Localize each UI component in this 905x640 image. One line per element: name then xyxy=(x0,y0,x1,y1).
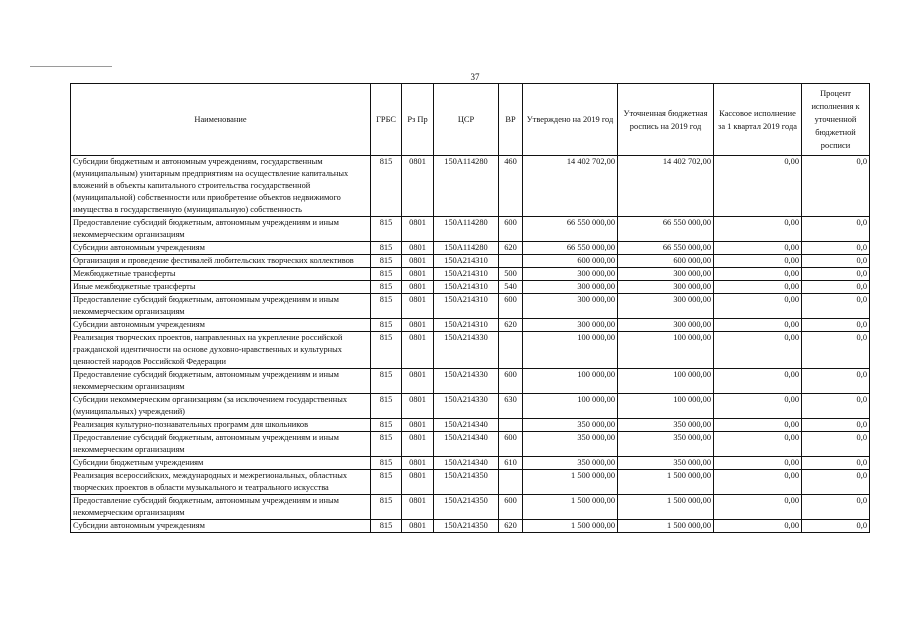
cell-percent: 0,0 xyxy=(802,242,870,255)
cell-vr: 500 xyxy=(499,268,523,281)
cell-grbs: 815 xyxy=(371,369,402,394)
cell-vr: 600 xyxy=(499,217,523,242)
cell-percent: 0,0 xyxy=(802,419,870,432)
cell-vr: 540 xyxy=(499,281,523,294)
cell-grbs: 815 xyxy=(371,495,402,520)
cell-approved: 350 000,00 xyxy=(523,419,618,432)
table-row xyxy=(71,432,870,457)
cell-rzpr: 0801 xyxy=(402,457,434,470)
cell-refined: 1 500 000,00 xyxy=(618,520,714,533)
cell-csr: 150A214310 xyxy=(434,319,499,332)
cell-csr: 150A214310 xyxy=(434,294,499,319)
cell-approved: 100 000,00 xyxy=(523,369,618,394)
cell-grbs: 815 xyxy=(371,255,402,268)
cell-approved: 600 000,00 xyxy=(523,255,618,268)
cell-name: Реализация культурно-познавательных программ для школьников xyxy=(71,419,371,432)
cell-cash: 0,00 xyxy=(714,217,802,242)
cell-approved: 1 500 000,00 xyxy=(523,520,618,533)
cell-refined: 300 000,00 xyxy=(618,294,714,319)
cell-vr xyxy=(499,470,523,495)
cell-refined: 100 000,00 xyxy=(618,394,714,419)
cell-cash: 0,00 xyxy=(714,319,802,332)
cell-csr: 150A114280 xyxy=(434,217,499,242)
cell-approved: 300 000,00 xyxy=(523,294,618,319)
cell-grbs: 815 xyxy=(371,294,402,319)
cell-grbs: 815 xyxy=(371,156,402,217)
cell-cash: 0,00 xyxy=(714,294,802,319)
table-row xyxy=(71,294,870,319)
header-rule xyxy=(30,66,112,67)
cell-percent: 0,0 xyxy=(802,394,870,419)
table-row xyxy=(71,319,870,332)
cell-name: Субсидии автономным учреждениям xyxy=(71,319,371,332)
cell-percent: 0,0 xyxy=(802,281,870,294)
column-header-name: Наименование xyxy=(71,84,371,156)
table-row xyxy=(71,268,870,281)
cell-name: Предоставление субсидий бюджетным, автономным учреждениям и иным некоммерческим организациям xyxy=(71,294,371,319)
cell-grbs: 815 xyxy=(371,268,402,281)
table-row xyxy=(71,419,870,432)
cell-percent: 0,0 xyxy=(802,470,870,495)
cell-approved: 350 000,00 xyxy=(523,432,618,457)
cell-approved: 300 000,00 xyxy=(523,281,618,294)
cell-vr: 600 xyxy=(499,495,523,520)
cell-percent: 0,0 xyxy=(802,217,870,242)
cell-rzpr: 0801 xyxy=(402,268,434,281)
cell-refined: 600 000,00 xyxy=(618,255,714,268)
cell-percent: 0,0 xyxy=(802,255,870,268)
column-header-cash: Кассовое исполнение за 1 квартал 2019 года xyxy=(714,84,802,156)
cell-percent: 0,0 xyxy=(802,332,870,369)
cell-name: Субсидии автономным учреждениям xyxy=(71,520,371,533)
cell-rzpr: 0801 xyxy=(402,217,434,242)
cell-cash: 0,00 xyxy=(714,495,802,520)
cell-csr: 150A214310 xyxy=(434,281,499,294)
budget-table xyxy=(70,83,870,533)
cell-rzpr: 0801 xyxy=(402,319,434,332)
cell-csr: 150A214340 xyxy=(434,432,499,457)
column-header-percent: Процент исполнения к уточненной бюджетной росписи xyxy=(802,84,870,156)
table-row xyxy=(71,281,870,294)
cell-vr: 620 xyxy=(499,319,523,332)
cell-refined: 1 500 000,00 xyxy=(618,495,714,520)
cell-refined: 100 000,00 xyxy=(618,369,714,394)
cell-percent: 0,0 xyxy=(802,369,870,394)
cell-rzpr: 0801 xyxy=(402,470,434,495)
cell-grbs: 815 xyxy=(371,470,402,495)
cell-percent: 0,0 xyxy=(802,520,870,533)
cell-percent: 0,0 xyxy=(802,319,870,332)
cell-csr: 150A114280 xyxy=(434,242,499,255)
cell-approved: 1 500 000,00 xyxy=(523,495,618,520)
cell-grbs: 815 xyxy=(371,217,402,242)
cell-name: Организация и проведение фестивалей любительских творческих коллективов xyxy=(71,255,371,268)
table-row xyxy=(71,242,870,255)
cell-name: Субсидии некоммерческим организациям (за исключением государственных (муниципальных) учреждений) xyxy=(71,394,371,419)
cell-csr: 150A214350 xyxy=(434,495,499,520)
cell-grbs: 815 xyxy=(371,394,402,419)
cell-rzpr: 0801 xyxy=(402,242,434,255)
cell-vr: 600 xyxy=(499,369,523,394)
cell-rzpr: 0801 xyxy=(402,520,434,533)
cell-name: Субсидии автономным учреждениям xyxy=(71,242,371,255)
cell-cash: 0,00 xyxy=(714,457,802,470)
cell-name: Реализация творческих проектов, направленных на укрепление российской гражданской идентичности на основе духовно-нравственных и культурных ценностей народов Российской Федерации xyxy=(71,332,371,369)
cell-approved: 300 000,00 xyxy=(523,319,618,332)
cell-approved: 1 500 000,00 xyxy=(523,470,618,495)
cell-approved: 66 550 000,00 xyxy=(523,242,618,255)
cell-refined: 300 000,00 xyxy=(618,281,714,294)
cell-approved: 350 000,00 xyxy=(523,457,618,470)
cell-grbs: 815 xyxy=(371,332,402,369)
cell-rzpr: 0801 xyxy=(402,156,434,217)
cell-refined: 350 000,00 xyxy=(618,432,714,457)
cell-refined: 300 000,00 xyxy=(618,319,714,332)
cell-approved: 300 000,00 xyxy=(523,268,618,281)
cell-grbs: 815 xyxy=(371,520,402,533)
cell-rzpr: 0801 xyxy=(402,294,434,319)
cell-approved: 66 550 000,00 xyxy=(523,217,618,242)
table-row xyxy=(71,332,870,369)
cell-rzpr: 0801 xyxy=(402,419,434,432)
cell-vr: 460 xyxy=(499,156,523,217)
cell-name: Иные межбюджетные трансферты xyxy=(71,281,371,294)
page-number: 37 xyxy=(470,72,480,82)
cell-cash: 0,00 xyxy=(714,419,802,432)
cell-csr: 150A214310 xyxy=(434,255,499,268)
cell-refined: 66 550 000,00 xyxy=(618,242,714,255)
cell-refined: 100 000,00 xyxy=(618,332,714,369)
table-row xyxy=(71,470,870,495)
cell-csr: 150A114280 xyxy=(434,156,499,217)
cell-name: Межбюджетные трансферты xyxy=(71,268,371,281)
cell-vr: 620 xyxy=(499,242,523,255)
cell-name: Предоставление субсидий бюджетным, автономным учреждениям и иным некоммерческим организациям xyxy=(71,369,371,394)
column-header-csr: ЦСР xyxy=(434,84,499,156)
cell-name: Предоставление субсидий бюджетным, автономным учреждениям и иным некоммерческим организациям xyxy=(71,495,371,520)
table-row xyxy=(71,520,870,533)
cell-csr: 150A214340 xyxy=(434,419,499,432)
cell-cash: 0,00 xyxy=(714,332,802,369)
cell-rzpr: 0801 xyxy=(402,281,434,294)
cell-cash: 0,00 xyxy=(714,268,802,281)
cell-percent: 0,0 xyxy=(802,457,870,470)
cell-cash: 0,00 xyxy=(714,156,802,217)
cell-grbs: 815 xyxy=(371,419,402,432)
cell-rzpr: 0801 xyxy=(402,369,434,394)
cell-name: Реализация всероссийских, международных и межрегиональных, областных творческих проектов в области музыкального и театрального искусства xyxy=(71,470,371,495)
cell-cash: 0,00 xyxy=(714,369,802,394)
cell-refined: 14 402 702,00 xyxy=(618,156,714,217)
cell-grbs: 815 xyxy=(371,281,402,294)
cell-csr: 150A214340 xyxy=(434,457,499,470)
cell-refined: 350 000,00 xyxy=(618,457,714,470)
cell-rzpr: 0801 xyxy=(402,255,434,268)
cell-csr: 150A214350 xyxy=(434,520,499,533)
cell-name: Субсидии бюджетным учреждениям xyxy=(71,457,371,470)
table-row xyxy=(71,217,870,242)
cell-vr xyxy=(499,255,523,268)
cell-csr: 150A214330 xyxy=(434,394,499,419)
cell-rzpr: 0801 xyxy=(402,432,434,457)
cell-cash: 0,00 xyxy=(714,242,802,255)
table-body xyxy=(71,156,870,533)
cell-rzpr: 0801 xyxy=(402,495,434,520)
cell-refined: 350 000,00 xyxy=(618,419,714,432)
cell-vr: 600 xyxy=(499,294,523,319)
cell-rzpr: 0801 xyxy=(402,332,434,369)
table-header-row xyxy=(71,84,870,156)
cell-cash: 0,00 xyxy=(714,255,802,268)
cell-cash: 0,00 xyxy=(714,520,802,533)
cell-refined: 66 550 000,00 xyxy=(618,217,714,242)
cell-approved: 14 402 702,00 xyxy=(523,156,618,217)
table-row xyxy=(71,156,870,217)
cell-grbs: 815 xyxy=(371,319,402,332)
column-header-grbs: ГРБС xyxy=(371,84,402,156)
cell-percent: 0,0 xyxy=(802,156,870,217)
table-row xyxy=(71,495,870,520)
cell-cash: 0,00 xyxy=(714,281,802,294)
cell-approved: 100 000,00 xyxy=(523,332,618,369)
cell-refined: 1 500 000,00 xyxy=(618,470,714,495)
cell-rzpr: 0801 xyxy=(402,394,434,419)
cell-name: Предоставление субсидий бюджетным, автономным учреждениям и иным некоммерческим организациям xyxy=(71,217,371,242)
cell-vr xyxy=(499,332,523,369)
cell-percent: 0,0 xyxy=(802,495,870,520)
cell-percent: 0,0 xyxy=(802,294,870,319)
cell-vr: 610 xyxy=(499,457,523,470)
cell-approved: 100 000,00 xyxy=(523,394,618,419)
cell-vr xyxy=(499,419,523,432)
cell-csr: 150A214350 xyxy=(434,470,499,495)
cell-cash: 0,00 xyxy=(714,394,802,419)
column-header-refined: Уточненная бюджетная роспись на 2019 год xyxy=(618,84,714,156)
table-row xyxy=(71,394,870,419)
cell-grbs: 815 xyxy=(371,432,402,457)
cell-vr: 630 xyxy=(499,394,523,419)
cell-vr: 620 xyxy=(499,520,523,533)
cell-csr: 150A214310 xyxy=(434,268,499,281)
cell-cash: 0,00 xyxy=(714,432,802,457)
table-row xyxy=(71,369,870,394)
table-row xyxy=(71,457,870,470)
cell-percent: 0,0 xyxy=(802,268,870,281)
column-header-vr: ВР xyxy=(499,84,523,156)
cell-grbs: 815 xyxy=(371,242,402,255)
column-header-approved: Утверждено на 2019 год xyxy=(523,84,618,156)
cell-vr: 600 xyxy=(499,432,523,457)
cell-csr: 150A214330 xyxy=(434,332,499,369)
column-header-rzpr: Рз Пр xyxy=(402,84,434,156)
cell-cash: 0,00 xyxy=(714,470,802,495)
cell-csr: 150A214330 xyxy=(434,369,499,394)
cell-grbs: 815 xyxy=(371,457,402,470)
cell-name: Предоставление субсидий бюджетным, автономным учреждениям и иным некоммерческим организациям xyxy=(71,432,371,457)
cell-percent: 0,0 xyxy=(802,432,870,457)
cell-name: Субсидии бюджетным и автономным учреждениям, государственным (муниципальным) унитарным предприятиям на осуществление капитальных вложений в объекты капитального строительства государственной (муниципальной) собственности или приобретение объектов недвижимого имущества в государственную (муниципальную) собственность xyxy=(71,156,371,217)
table-row xyxy=(71,255,870,268)
cell-refined: 300 000,00 xyxy=(618,268,714,281)
